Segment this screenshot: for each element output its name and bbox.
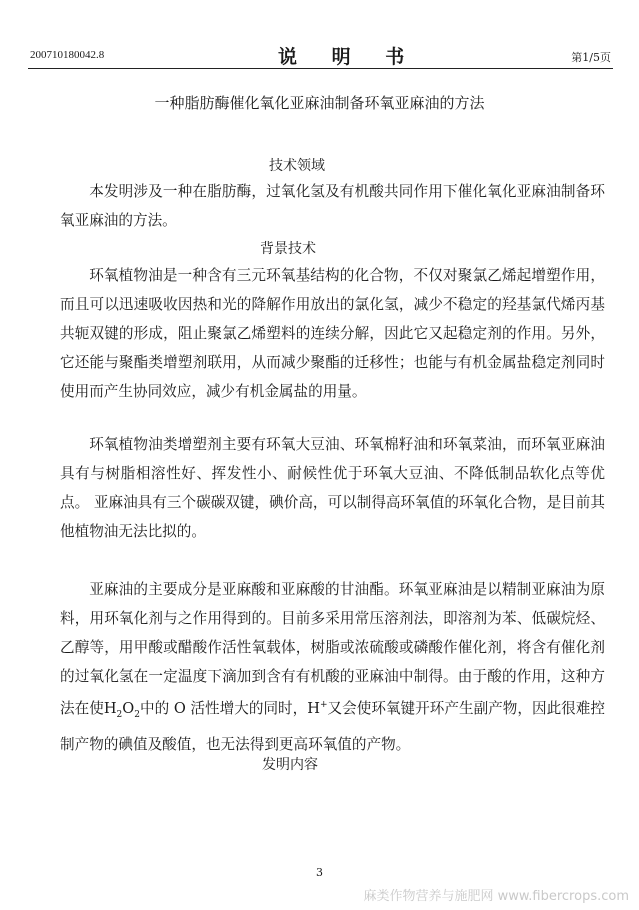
technical-field-heading: 技术领域 (269, 158, 325, 174)
h2o2-formula: $H_2O_2$ (103, 699, 140, 720)
background-heading: 背景技术 (260, 241, 316, 257)
page-indicator: 第1/5页 (571, 51, 611, 64)
background-paragraph-3 (60, 575, 605, 759)
background-text-3a: 亚麻油的主要成分是亚麻酸和亚麻酸的甘油酯。环氧亚麻油是以精制亚麻油为原料，用环氧化剂与之作用得到的。目前多采用常压溶剂法，即溶剂为苯、低碳烷烃、乙醇等，用甲酸或醋酸作活性氧载体，树脂或浓硫酸或磷酸作催化剂，将含有催化剂的过氧化氢在一定温度下滴加到含有有机酸的亚麻油中制得。由于酸的作用，这种方法在使 (60, 581, 605, 717)
background-text-1: 环氧植物油是一种含有三元环氧基结构的化合物，不仅对聚氯乙烯起增塑作用，而且可以迅速吸收因热和光的降解作用放出的氯化氢，减少不稳定的羟基氯代烯丙基共轭双键的形成，阻止聚氯乙烯塑料的连续分解，因此它又起稳定剂的作用。另外，它还能与聚酯类增塑剂联用，从而减少聚酯的迁移性；也能与有机金属盐稳定剂同时使用而产生协同效应，减少有机金属盐的用量。 (60, 267, 605, 400)
background-text-2: 环氧植物油类增塑剂主要有环氧大豆油、环氧棉籽油和环氧菜油，而环氧亚麻油具有与树脂相溶性好、挥发性小、耐候性优于环氧大豆油、不降低制品软化点等优点。 亚麻油具有三个碳碳双键，碘价高，可以制得高环氧值的环氧化合物，是目前其他植物油无法比拟的。 (60, 436, 605, 540)
invention-heading: 发明内容 (262, 757, 318, 773)
header-divider (28, 68, 613, 69)
background-paragraph-1 (60, 261, 605, 406)
page-number: 3 (316, 866, 323, 879)
document-title: 一种脂肪酶催化氧化亚麻油制备环氧亚麻油的方法 (154, 94, 485, 112)
page-header-title: 说 明 书 (278, 46, 419, 68)
background-text-3 (60, 575, 605, 759)
site-watermark: 麻类作物营养与施肥网 www.fibercrops.com (363, 889, 629, 904)
technical-field-text: 本发明涉及一种在脂肪酶，过氧化氢及有机酸共同作用下催化氧化亚麻油制备环氧亚麻油的方法。 (60, 183, 605, 229)
background-paragraph-2 (60, 430, 605, 546)
technical-field-paragraph (60, 177, 605, 235)
application-number: 200710180042.8 (30, 49, 105, 61)
background-text-3c: 又会使环氧键开环产生副产物，因此很难控制产物的碘值及酸值，也无法得到更高环氧值的产物。 (60, 699, 605, 753)
background-text-3b: 中的 O 活性增大的同时，H (139, 699, 320, 717)
proton-superscript: + (320, 700, 328, 710)
